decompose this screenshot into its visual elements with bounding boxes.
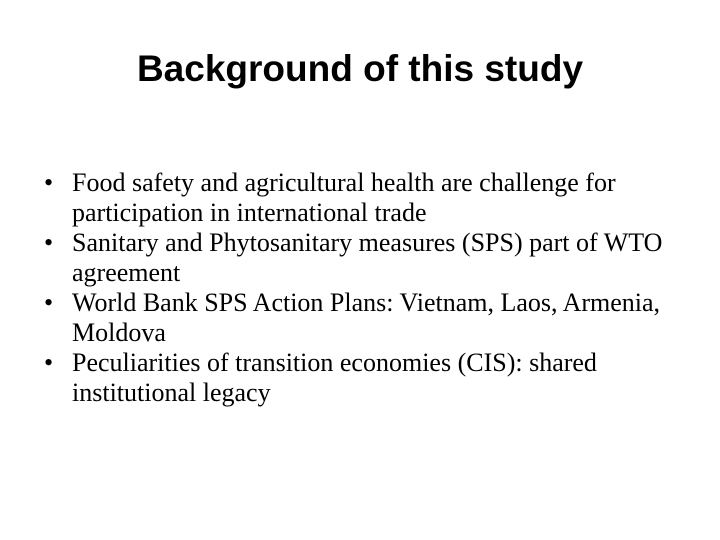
bullet-dot-icon: • — [44, 348, 54, 377]
bullet-item-sps-measures — [44, 228, 704, 288]
bullet-dot-icon: • — [44, 288, 54, 317]
bullet-dot-icon: • — [44, 228, 54, 257]
bullet-text: Sanitary and Phytosanitary measures (SPS) part of WTO agreement — [72, 228, 663, 287]
bullet-text: World Bank SPS Action Plans: Vietnam, Laos, Armenia, Moldova — [72, 288, 661, 347]
bullet-dot-icon: • — [44, 168, 54, 197]
bullet-item-food-safety — [44, 168, 704, 228]
bullet-item-action-plans — [44, 288, 704, 348]
bullet-text: Peculiarities of transition economies (CIS): shared institutional legacy — [72, 348, 597, 407]
bullet-list — [44, 168, 704, 408]
bullet-item-transition-economies — [44, 348, 704, 408]
slide-title: Background of this study — [136, 48, 584, 89]
bullet-text: Food safety and agricultural health are challenge for participation in international trade — [72, 168, 616, 227]
